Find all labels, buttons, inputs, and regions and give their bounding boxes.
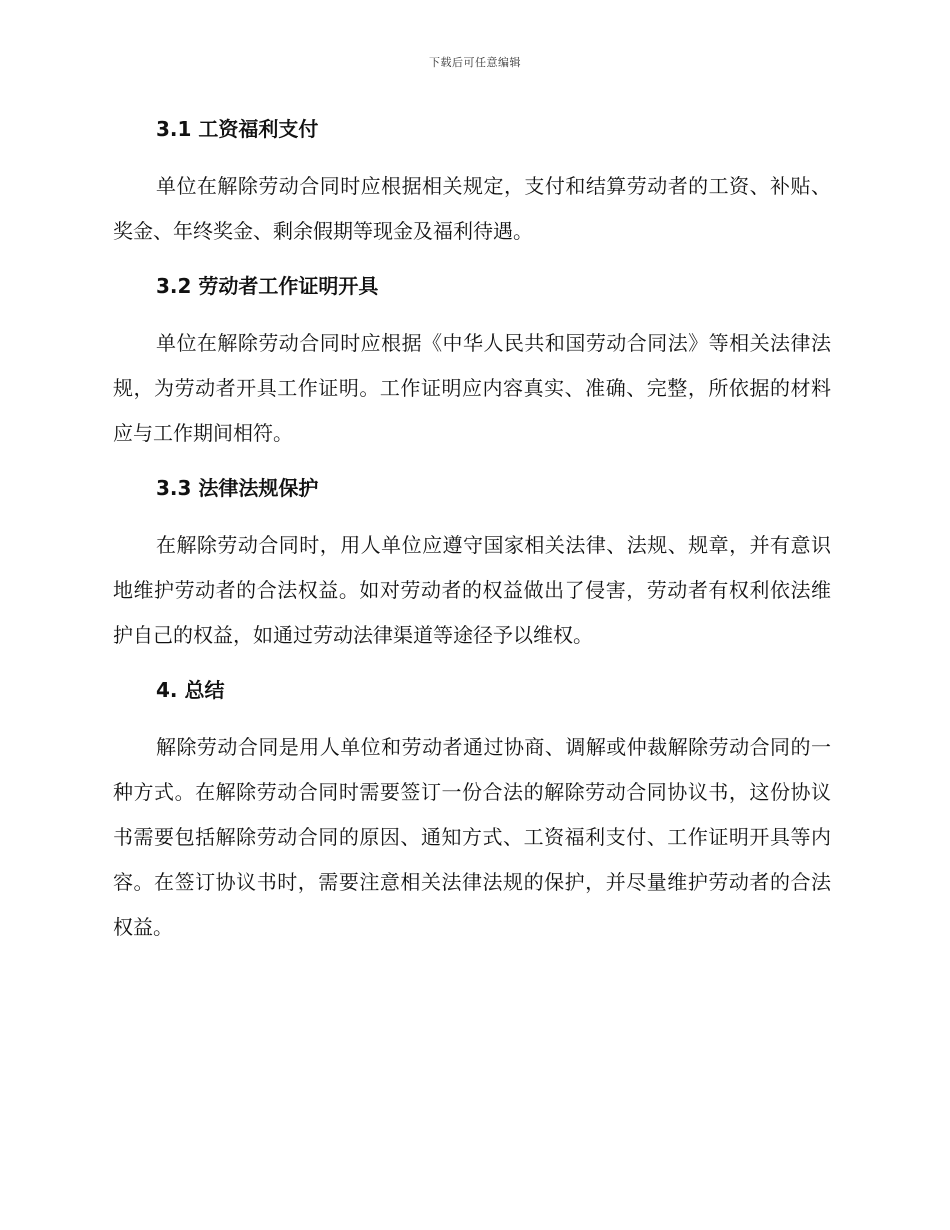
section-heading: 4. 总结 bbox=[156, 678, 225, 702]
section-4 bbox=[113, 673, 831, 950]
section-3-2 bbox=[113, 269, 831, 456]
section-3-1 bbox=[113, 112, 831, 254]
header-note: 下载后可任意编辑 bbox=[429, 56, 521, 69]
section-paragraph: 在解除劳动合同时，用人单位应遵守国家相关法律、法规、规章，并有意识地维护劳动者的合法权益。如对劳动者的权益做出了侵害，劳动者有权利依法维护自己的权益，如通过劳动法律渠道等途径予以维权。 bbox=[113, 533, 831, 647]
section-3-3 bbox=[113, 471, 831, 658]
document-body bbox=[113, 112, 831, 950]
section-paragraph: 解除劳动合同是用人单位和劳动者通过协商、调解或仲裁解除劳动合同的一种方式。在解除劳动合同时需要签订一份合法的解除劳动合同协议书，这份协议书需要包括解除劳动合同的原因、通知方式、工资福利支付、工作证明开具等内容。在签订协议书时，需要注意相关法律法规的保护，并尽量维护劳动者的合法权益。 bbox=[113, 735, 831, 939]
section-paragraph: 单位在解除劳动合同时应根据《中华人民共和国劳动合同法》等相关法律法规，为劳动者开具工作证明。工作证明应内容真实、准确、完整，所依据的材料应与工作期间相符。 bbox=[113, 331, 831, 445]
section-heading: 3.1 工资福利支付 bbox=[156, 117, 319, 141]
section-heading: 3.3 法律法规保护 bbox=[156, 476, 319, 500]
section-paragraph: 单位在解除劳动合同时应根据相关规定，支付和结算劳动者的工资、补贴、奖金、年终奖金、剩余假期等现金及福利待遇。 bbox=[113, 174, 831, 243]
section-heading: 3.2 劳动者工作证明开具 bbox=[156, 274, 379, 298]
